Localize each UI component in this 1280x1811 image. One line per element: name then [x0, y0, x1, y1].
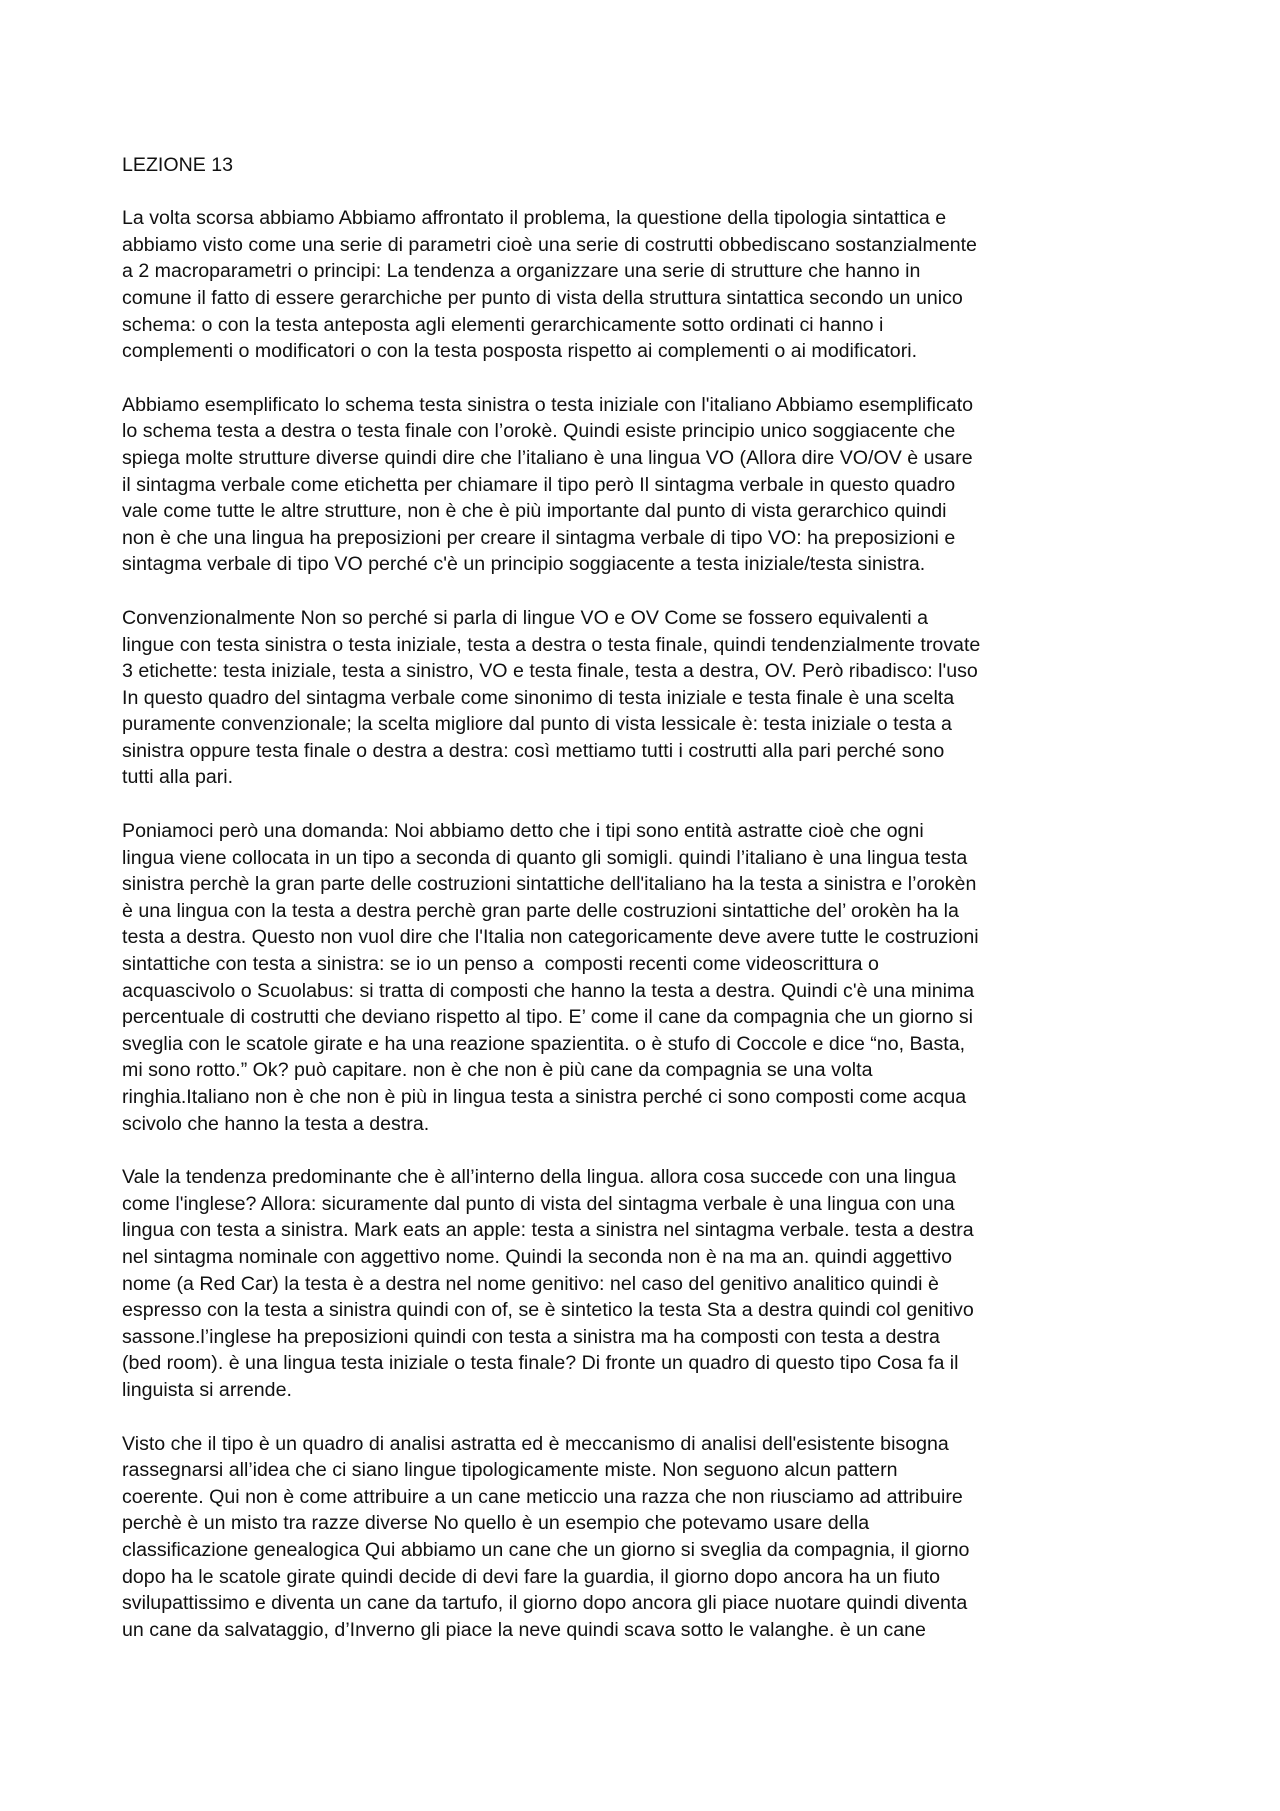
text-line: il sintagma verbale come etichetta per chiamare il tipo però Il sintagma verbale in questo quadro — [122, 473, 956, 496]
text-line: schema: o con la testa anteposta agli elementi gerarchicamente sotto ordinati ci hanno i — [122, 313, 884, 336]
text-line: rassegnarsi all’idea che ci siano lingue tipologicamente miste. Non seguono alcun pattern — [122, 1459, 898, 1482]
text-line: lingue con testa sinistra o testa iniziale, testa a destra o testa finale, quindi tendenzialmente trovate — [122, 633, 981, 656]
text-line: sinistra oppure testa finale o destra a destra: così mettiamo tutti i costrutti alla pari perché sono — [122, 739, 945, 762]
text-line: abbiamo visto come una serie di parametri cioè una serie di costrutti obbediscano sostanzialmente — [122, 233, 977, 256]
text-line: ringhia.Italiano non è che non è più in lingua testa a sinistra perché ci sono composti come acqua — [122, 1086, 967, 1108]
text-line: lingua con testa a sinistra. Mark eats an apple: testa a sinistra nel sintagma verbale. testa a destra — [122, 1219, 974, 1242]
text-line: un cane da salvataggio, d’Inverno gli piace la neve quindi scava sotto le valanghe. è un cane — [122, 1618, 926, 1641]
text-line: Vale la tendenza predominante che è all’interno della lingua. allora cosa succede con una lingua — [122, 1166, 957, 1189]
paragraph — [122, 1164, 1172, 1403]
document-page — [122, 152, 1172, 1670]
text-line: comune il fatto di essere gerarchiche per punto di vista della struttura sintattica secondo un unico — [122, 286, 963, 309]
text-line: nome (a Red Car) la testa è a destra nel nome genitivo: nel caso del genitivo analitico quindi è — [122, 1272, 939, 1295]
text-line: sinistra perchè la gran parte delle costruzioni sintattiche dell'italiano ha la testa a sinistra e l’orokèn — [122, 873, 977, 896]
text-line: (bed room). è una lingua testa iniziale o testa finale? Di fronte un quadro di questo tipo Cosa fa il — [122, 1352, 959, 1375]
text-line: perchè è un misto tra razze diverse No quello è un esempio che potevamo usare della — [122, 1512, 870, 1535]
text-line: espresso con la testa a sinistra quindi con of, se è sintetico la testa Sta a destra quindi col genitivo — [122, 1299, 974, 1322]
text-line: classificazione genealogica Qui abbiamo un cane che un giorno si sveglia da compagnia, il giorno — [122, 1538, 970, 1561]
text-line: mi sono rotto.” Ok? può capitare. non è che non è più cane da compagnia se una volta — [122, 1059, 873, 1082]
text-line: vale come tutte le altre strutture, non è che è più importante dal punto di vista gerarchico quindi — [122, 500, 947, 523]
text-line: è una lingua con la testa a destra perchè gran parte delle costruzioni sintattiche del’ orokèn ha la — [122, 899, 959, 922]
text-line: Abbiamo esemplificato lo schema testa sinistra o testa iniziale con l'italiano Abbiamo esemplificato — [122, 393, 974, 416]
text-line: a 2 macroparametri o principi: La tendenza a organizzare una serie di strutture che hanno in — [122, 260, 921, 283]
text-line: Visto che il tipo è un quadro di analisi astratta ed è meccanismo di analisi dell'esistente bisogna — [122, 1432, 949, 1455]
paragraph — [122, 205, 1172, 365]
text-line: coerente. Qui non è come attribuire a un cane meticcio una razza che non riusciamo ad attribuire — [122, 1485, 963, 1508]
text-line: linguista si arrende. — [122, 1378, 292, 1401]
text-line: 3 etichette: testa iniziale, testa a sinistro, VO e testa finale, testa a destra, OV. Però ribadisco: l'uso — [122, 660, 978, 683]
text-line: In questo quadro del sintagma verbale come sinonimo di testa iniziale e testa finale è una scelta — [122, 686, 955, 709]
text-line: sintattiche con testa a sinistra: se io un penso a composti recenti come videoscrittura o — [122, 953, 879, 976]
text-line: nel sintagma nominale con aggettivo nome. Quindi la seconda non è na ma an. quindi aggettivo — [122, 1245, 953, 1268]
text-line: percentuale di costrutti che deviano rispetto al tipo. E’ come il cane da compagnia che un giorno si — [122, 1006, 974, 1029]
text-line: sintagma verbale di tipo VO perché c'è un principio soggiacente a testa iniziale/testa sinistra. — [122, 553, 926, 576]
text-line: lingua viene collocata in un tipo a seconda di quanto gli somigli. quindi l’italiano è una lingua testa — [122, 846, 968, 869]
text-line: sveglia con le scatole girate e ha una reazione spazientita. o è stufo di Coccole e dice “no, Basta, — [122, 1032, 966, 1055]
text-line: dopo ha le scatole girate quindi decide di devi fare la guardia, il giorno dopo ancora ha un fiuto — [122, 1565, 941, 1588]
document-body — [122, 205, 1172, 1643]
text-line: svilupattissimo e diventa un cane da tartufo, il giorno dopo ancora gli piace nuotare quindi diventa — [122, 1592, 968, 1615]
text-line: puramente convenzionale; la scelta migliore dal punto di vista lessicale è: testa iniziale o testa a — [122, 713, 952, 736]
text-line: sassone.l’inglese ha preposizioni quindi con testa a sinistra ma ha composti con testa a destra — [122, 1325, 940, 1348]
text-line: La volta scorsa abbiamo Abbiamo affrontato il problema, la questione della tipologia sintattica e — [122, 207, 947, 230]
text-line: Poniamoci però una domanda: Noi abbiamo detto che i tipi sono entità astratte cioè che ogni — [122, 820, 924, 843]
paragraph — [122, 1431, 1172, 1644]
text-line: acquascivolo o Scuolabus: si tratta di composti che hanno la testa a destra. Quindi c'è una minima — [122, 979, 975, 1002]
text-line: spiega molte strutture diverse quindi dire che l’italiano è una lingua VO (Allora dire VO/OV è usare — [122, 446, 973, 469]
paragraph — [122, 605, 1172, 791]
text-line: lo schema testa a destra o testa finale con l’orokè. Quindi esiste principio unico soggiacente che — [122, 420, 956, 443]
text-line: come l'inglese? Allora: sicuramente dal punto di vista del sintagma verbale è una lingua con una — [122, 1192, 955, 1215]
page-title: LEZIONE 13 — [122, 154, 234, 176]
text-line: testa a destra. Questo non vuol dire che l'Italia non categoricamente deve avere tutte le costruzioni — [122, 926, 979, 949]
text-line: Convenzionalmente Non so perché si parla di lingue VO e OV Come se fossero equivalenti a — [122, 606, 928, 629]
paragraph — [122, 392, 1172, 578]
text-line: scivolo che hanno la testa a destra. — [122, 1112, 430, 1135]
text-line: complementi o modificatori o con la testa posposta rispetto ai complementi o ai modificatori. — [122, 340, 918, 363]
paragraph — [122, 818, 1172, 1137]
text-line: non è che una lingua ha preposizioni per creare il sintagma verbale di tipo VO: ha preposizioni e — [122, 526, 956, 549]
text-line: tutti alla pari. — [122, 766, 234, 789]
